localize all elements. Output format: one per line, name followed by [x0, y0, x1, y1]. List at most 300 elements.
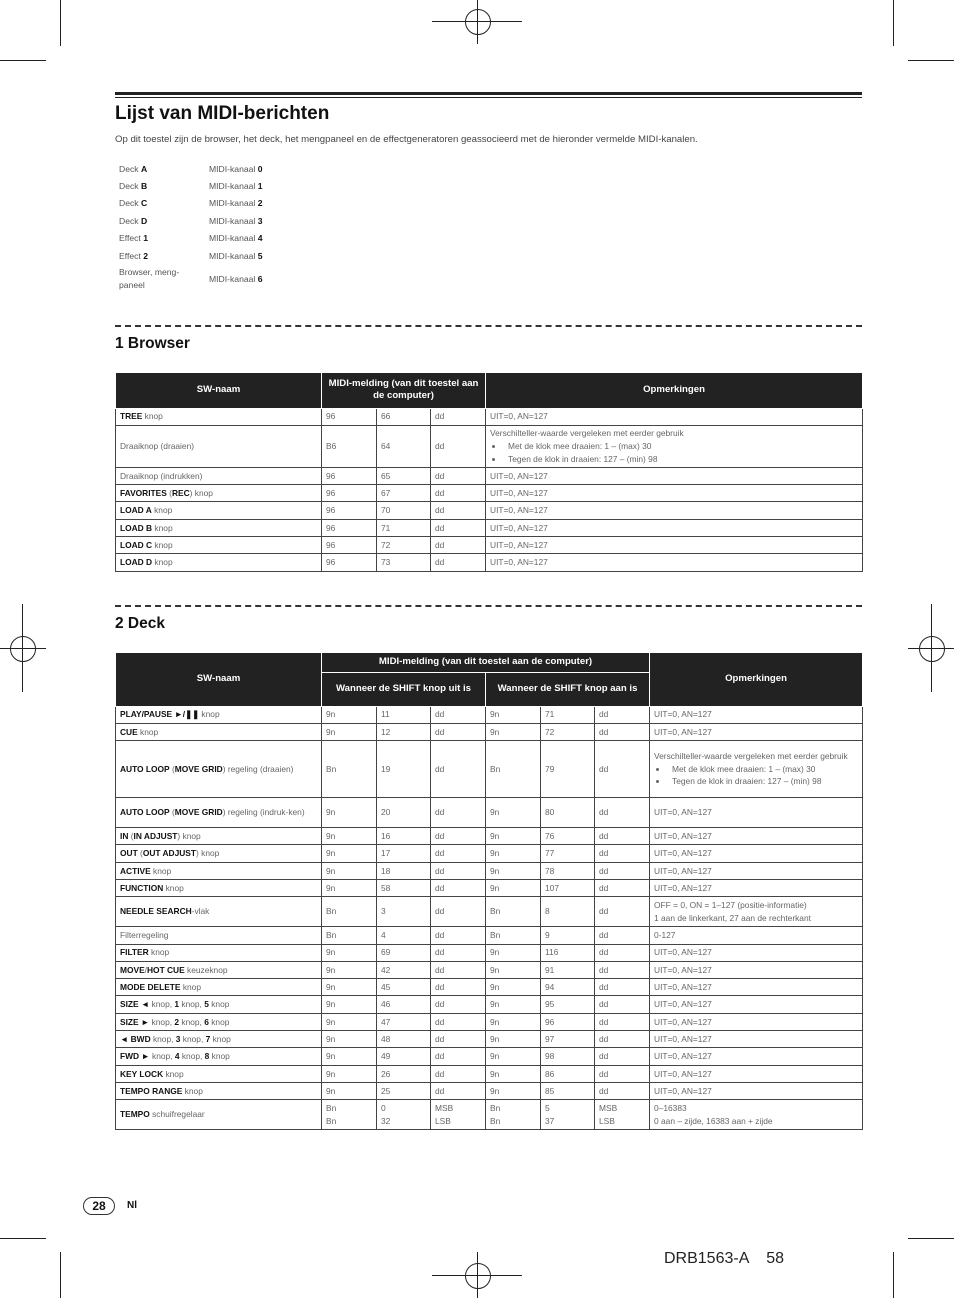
midi-value-cell — [431, 979, 486, 996]
table-row — [116, 961, 863, 978]
sw-name-cell — [116, 944, 322, 961]
channel-source — [115, 212, 205, 229]
midi-value: dd — [599, 1068, 609, 1079]
remarks-cell — [650, 1013, 863, 1030]
midi-value: 5 — [545, 1103, 550, 1114]
sw-name-part: AUTO LOOP — [120, 807, 170, 818]
midi-value-cell — [377, 723, 431, 740]
midi-value: 98 — [545, 1051, 555, 1062]
channel-label: MIDI-kanaal — [209, 250, 256, 261]
midi-value: dd — [599, 1016, 609, 1027]
midi-value: 11 — [381, 709, 390, 720]
sw-name-part: ◄ BWD — [120, 1033, 151, 1044]
midi-value-cell — [541, 944, 595, 961]
midi-value: 9n — [490, 726, 500, 737]
sw-name-part: HOT CUE — [147, 964, 185, 975]
remarks-text: 0–16383 — [654, 1103, 687, 1114]
table-row — [116, 485, 863, 502]
midi-value: Bn — [326, 906, 337, 917]
midi-value-cell — [322, 536, 377, 553]
midi-value-cell — [486, 723, 541, 740]
deck-midi-table — [115, 653, 863, 1130]
remarks-cell — [486, 467, 863, 484]
sw-name-part: knop — [137, 726, 159, 737]
sw-name-part: ( — [128, 830, 134, 841]
table-row — [116, 1048, 863, 1065]
midi-value-cell — [322, 1100, 377, 1130]
sw-name-part: Draaiknop (indrukken) — [120, 470, 203, 481]
sw-name-part: ) knop — [177, 830, 201, 841]
midi-value: 26 — [381, 1068, 391, 1079]
midi-value-cell — [541, 1031, 595, 1048]
midi-value-cell — [486, 979, 541, 996]
sw-name-part: AUTO LOOP — [120, 763, 170, 774]
midi-value-cell — [541, 897, 595, 927]
sw-name-part: MODE DELETE — [120, 982, 181, 993]
midi-value-cell — [541, 1048, 595, 1065]
sw-name-part: PLAY/PAUSE ►/❚❚ — [120, 709, 200, 720]
midi-value: dd — [435, 947, 445, 958]
remarks-cell — [650, 1048, 863, 1065]
midi-value: 64 — [381, 440, 391, 451]
midi-value-cell — [541, 1100, 595, 1130]
midi-value: Bn — [326, 1103, 337, 1114]
channel-source-id: D — [140, 215, 148, 226]
midi-value: dd — [435, 522, 445, 533]
midi-value: dd — [599, 1033, 609, 1044]
sw-name-cell — [116, 502, 322, 519]
channel-source — [115, 264, 205, 294]
midi-value-cell — [486, 1048, 541, 1065]
sw-name-cell — [116, 706, 322, 723]
midi-value-cell — [486, 1013, 541, 1030]
sw-name-part: 3 — [175, 1033, 181, 1044]
header-rule — [115, 92, 862, 95]
midi-value-cell — [486, 927, 541, 944]
midi-value: 96 — [326, 411, 336, 422]
remarks-text: UIT=0, AN=127 — [490, 411, 548, 422]
remarks-cell — [650, 897, 863, 927]
sw-name-part: knop, — [179, 1051, 205, 1062]
sw-name-cell — [116, 879, 322, 896]
midi-value: 46 — [381, 999, 391, 1010]
midi-value: Bn — [326, 763, 337, 774]
sw-name-part: 4 — [174, 1051, 180, 1062]
midi-value-cell — [322, 502, 377, 519]
midi-value-cell — [431, 485, 486, 502]
midi-value: 16 — [381, 830, 391, 841]
midi-value-cell — [322, 996, 377, 1013]
table-row — [116, 1082, 863, 1099]
midi-value: dd — [599, 999, 609, 1010]
midi-value-cell — [595, 879, 650, 896]
channel-row — [115, 177, 267, 194]
midi-value: 67 — [381, 487, 391, 498]
sw-name-part: LOAD B — [120, 522, 153, 533]
channel-row — [115, 264, 267, 294]
midi-value: 9n — [490, 1085, 500, 1096]
midi-value: 9n — [490, 1051, 500, 1062]
sw-name-part: 1 — [174, 999, 180, 1010]
sw-name-part: knop — [163, 1068, 184, 1079]
midi-value: 76 — [545, 830, 555, 841]
midi-value: 96 — [326, 522, 336, 533]
sw-name-part: knop, — [149, 1016, 175, 1027]
midi-value-cell — [322, 798, 377, 828]
midi-value-cell — [431, 828, 486, 845]
remarks-text: UIT=0, AN=127 — [654, 999, 712, 1010]
midi-value: 96 — [545, 1016, 555, 1027]
channel-source — [115, 195, 205, 212]
col-header-midi: MIDI-melding (van dit toestel aan de computer) — [322, 373, 486, 408]
midi-value: 77 — [545, 848, 555, 859]
midi-value-cell — [377, 1082, 431, 1099]
midi-value: dd — [599, 763, 609, 774]
sw-name-part: knop — [150, 865, 172, 876]
channel-source-id: 1 — [143, 233, 148, 244]
channel-value: 2 — [257, 198, 263, 209]
midi-value: 9n — [490, 1068, 500, 1079]
midi-value: MSB — [435, 1103, 454, 1114]
sw-name-part: REC — [171, 487, 190, 498]
midi-value: 9n — [490, 1033, 500, 1044]
crop-mark — [908, 60, 954, 61]
midi-value-cell — [541, 741, 595, 798]
sw-name-part: knop, — [149, 1051, 175, 1062]
midi-value: B6 — [326, 440, 337, 451]
midi-value: 65 — [381, 470, 391, 481]
remarks-bullet: • Tegen de klok in draaien: 127 – (min) 98 — [668, 775, 858, 788]
midi-value-cell — [377, 1100, 431, 1130]
midi-value-cell — [322, 961, 377, 978]
sw-name-part: knop — [163, 882, 184, 893]
midi-value: 9n — [326, 830, 336, 841]
midi-value-cell — [431, 723, 486, 740]
table-row — [116, 897, 863, 927]
midi-value-cell — [431, 1065, 486, 1082]
midi-value: 9n — [490, 982, 500, 993]
sw-name-part: / — [144, 964, 147, 975]
midi-value-cell — [377, 502, 431, 519]
midi-value: dd — [599, 848, 609, 859]
midi-value: 107 — [545, 882, 559, 893]
midi-value: Bn — [490, 763, 501, 774]
col-header-shift-on: Wanneer de SHIFT knop aan is — [486, 672, 650, 706]
table-row — [116, 1100, 863, 1130]
midi-value: dd — [599, 807, 609, 818]
midi-value-cell — [431, 798, 486, 828]
table-row — [116, 502, 863, 519]
channel-number — [205, 212, 267, 229]
midi-value-cell — [377, 485, 431, 502]
remarks-cell — [650, 723, 863, 740]
midi-value-cell — [595, 944, 650, 961]
midi-value-cell — [541, 798, 595, 828]
sw-name-part: knop — [209, 1051, 230, 1062]
col-header-sw: SW-naam — [116, 653, 322, 706]
midi-value-cell — [322, 1031, 377, 1048]
midi-value: 96 — [326, 557, 336, 568]
midi-value-cell — [322, 519, 377, 536]
table-row — [116, 554, 863, 571]
sw-name-cell — [116, 1082, 322, 1099]
midi-value-cell — [377, 897, 431, 927]
midi-value: 9n — [326, 709, 336, 720]
remarks-text: Verschilteller-waarde vergeleken met eerder gebruik — [490, 428, 684, 439]
midi-value: 79 — [545, 763, 555, 774]
midi-value: 9n — [326, 1033, 336, 1044]
midi-value: dd — [435, 848, 445, 859]
midi-value-cell — [595, 1082, 650, 1099]
midi-value-cell — [486, 845, 541, 862]
table-row — [116, 879, 863, 896]
col-header-opm: Opmerkingen — [650, 653, 863, 706]
sw-name-part: ) regeling (indruk-ken) — [222, 807, 305, 818]
midi-value: 3 — [381, 906, 386, 917]
sw-name-part: SIZE ► — [120, 1016, 150, 1027]
remarks-text: UIT=0, AN=127 — [490, 505, 548, 516]
col-header-sw: SW-naam — [116, 373, 322, 408]
channel-row — [115, 230, 267, 247]
sw-name-part: FWD ► — [120, 1051, 150, 1062]
midi-value-cell — [595, 1065, 650, 1082]
midi-value: LSB — [435, 1115, 451, 1126]
midi-value-cell — [322, 828, 377, 845]
midi-value-cell — [377, 879, 431, 896]
channel-source-label: Effect — [119, 250, 141, 261]
midi-value-cell — [431, 1082, 486, 1099]
midi-value: 19 — [381, 763, 391, 774]
midi-value-cell — [595, 862, 650, 879]
crop-mark — [0, 60, 46, 61]
midi-value-cell — [377, 554, 431, 571]
sw-name-part: TEMPO RANGE — [120, 1085, 183, 1096]
channel-label: MIDI-kanaal — [209, 198, 256, 209]
midi-value: 9n — [326, 964, 336, 975]
midi-value: Bn — [326, 930, 337, 941]
crop-mark — [60, 1252, 61, 1298]
sw-name-part: FILTER — [120, 947, 149, 958]
midi-value-cell — [377, 828, 431, 845]
table-row — [116, 1065, 863, 1082]
sw-name-part: knop — [152, 522, 173, 533]
midi-value: dd — [435, 1068, 445, 1079]
sw-name-part: ( — [169, 763, 175, 774]
midi-value-cell — [486, 828, 541, 845]
midi-value: 9 — [545, 930, 550, 941]
midi-value-cell — [486, 1065, 541, 1082]
midi-value: 0 — [381, 1103, 386, 1114]
midi-value-cell — [377, 1048, 431, 1065]
remarks-text: OFF = 0, ON = 1–127 (positie-informatie) — [654, 900, 807, 911]
midi-value: 9n — [326, 1085, 336, 1096]
remarks-text: 0 aan – zijde, 16383 aan + zijde — [654, 1115, 773, 1126]
remarks-text: UIT=0, AN=127 — [654, 726, 712, 737]
channel-row — [115, 160, 267, 177]
midi-value: 12 — [381, 726, 391, 737]
midi-value-cell — [377, 845, 431, 862]
sw-name-part: MOVE — [120, 964, 145, 975]
remarks-cell — [650, 1065, 863, 1082]
midi-value: 91 — [545, 964, 555, 975]
remarks-text: Verschilteller-waarde vergeleken met eerder gebruik — [654, 751, 848, 762]
table-row — [116, 1013, 863, 1030]
sw-name-part: Filterregeling — [120, 930, 169, 941]
midi-value-cell — [377, 467, 431, 484]
sw-name-part: CUE — [120, 726, 138, 737]
midi-value-cell — [322, 706, 377, 723]
midi-value-cell — [486, 897, 541, 927]
midi-value-cell — [322, 723, 377, 740]
table-row — [116, 944, 863, 961]
midi-value: 45 — [381, 982, 391, 993]
midi-value: dd — [435, 440, 445, 451]
channel-label: MIDI-kanaal — [209, 163, 256, 174]
midi-value: Bn — [490, 930, 501, 941]
midi-value: 9n — [326, 1016, 336, 1027]
midi-value: 9n — [326, 726, 336, 737]
channel-number — [205, 230, 267, 247]
sw-name-part: IN — [120, 830, 129, 841]
remarks-text: UIT=0, AN=127 — [654, 1085, 712, 1096]
remarks-cell — [650, 996, 863, 1013]
sw-name-part: LOAD D — [120, 557, 153, 568]
sw-name-part: ) knop — [196, 848, 220, 859]
midi-value-cell — [377, 408, 431, 425]
midi-value-cell — [431, 996, 486, 1013]
channel-label: MIDI-kanaal — [209, 215, 256, 226]
midi-value-cell — [486, 1031, 541, 1048]
midi-value-cell — [322, 1048, 377, 1065]
sw-name-part: SIZE ◄ — [120, 999, 150, 1010]
midi-value: dd — [599, 830, 609, 841]
midi-value-cell — [377, 741, 431, 798]
remarks-cell — [650, 1031, 863, 1048]
midi-value-cell — [322, 862, 377, 879]
section-divider — [115, 325, 862, 327]
midi-value-cell — [322, 944, 377, 961]
midi-value-cell — [595, 996, 650, 1013]
sw-name-part: knop — [151, 505, 173, 516]
remarks-cell — [486, 502, 863, 519]
channel-value: 1 — [257, 181, 263, 192]
remarks-cell — [486, 519, 863, 536]
sw-name-part: LOAD A — [120, 505, 152, 516]
midi-value: 71 — [381, 522, 391, 533]
sw-name-part: 8 — [204, 1051, 210, 1062]
remarks-text: 0-127 — [654, 930, 676, 941]
midi-value: 9n — [326, 865, 336, 876]
midi-value: LSB — [599, 1115, 615, 1126]
remarks-cell — [650, 927, 863, 944]
channel-value: 3 — [257, 215, 263, 226]
channel-source-label: Effect — [119, 233, 141, 244]
channel-value: 6 — [257, 274, 263, 285]
sw-name-part: knop — [142, 411, 163, 422]
midi-value-cell — [595, 1013, 650, 1030]
sw-name-part: ( — [137, 848, 143, 859]
midi-value: 9n — [326, 1068, 336, 1079]
remarks-bullet: • Tegen de klok in draaien: 127 – (min) 98 — [504, 453, 858, 466]
sw-name-cell — [116, 1031, 322, 1048]
midi-value-cell — [322, 1065, 377, 1082]
language-code: Nl — [127, 1200, 137, 1211]
remarks-bullet: • Met de klok mee draaien: 1 – (max) 30 — [504, 440, 858, 453]
midi-value: dd — [435, 709, 445, 720]
midi-value-cell — [377, 798, 431, 828]
midi-value: 9n — [490, 709, 500, 720]
midi-value-cell — [322, 408, 377, 425]
table-row — [116, 467, 863, 484]
remarks-text: 1 aan de linkerkant, 27 aan de rechterkant — [654, 912, 811, 923]
midi-value-cell — [377, 961, 431, 978]
sw-name-part: knop — [180, 982, 201, 993]
midi-value: dd — [435, 807, 445, 818]
sw-name-part: OUT ADJUST — [142, 848, 197, 859]
sw-name-part: knop, — [179, 1016, 205, 1027]
table-row — [116, 828, 863, 845]
remarks-text: UIT=0, AN=127 — [654, 964, 712, 975]
midi-value: dd — [435, 1051, 445, 1062]
midi-value-cell — [431, 425, 486, 467]
midi-value: dd — [599, 906, 609, 917]
sw-name-part: TREE — [120, 411, 143, 422]
midi-value-cell — [431, 502, 486, 519]
midi-value-cell — [486, 961, 541, 978]
midi-value: 9n — [326, 947, 336, 958]
midi-value-cell — [595, 845, 650, 862]
midi-value-cell — [541, 862, 595, 879]
midi-value-cell — [595, 741, 650, 798]
sw-name-part: IN ADJUST — [133, 830, 178, 841]
table-row — [116, 519, 863, 536]
midi-value-cell — [322, 1082, 377, 1099]
sw-name-cell — [116, 1048, 322, 1065]
remarks-text: UIT=0, AN=127 — [654, 830, 712, 841]
crop-mark — [60, 0, 61, 46]
remarks-cell — [650, 944, 863, 961]
midi-value-cell — [486, 798, 541, 828]
midi-value: 73 — [381, 557, 391, 568]
midi-value: dd — [435, 882, 445, 893]
registration-circle — [465, 9, 491, 35]
midi-value-cell — [541, 723, 595, 740]
midi-value: 47 — [381, 1016, 391, 1027]
midi-value-cell — [541, 927, 595, 944]
midi-value: dd — [435, 865, 445, 876]
sw-name-part: 6 — [204, 1016, 209, 1027]
midi-value-cell — [322, 741, 377, 798]
midi-value-cell — [595, 979, 650, 996]
midi-value-cell — [431, 408, 486, 425]
midi-value: 9n — [490, 848, 500, 859]
sw-name-cell — [116, 1013, 322, 1030]
midi-value: dd — [435, 1016, 445, 1027]
midi-value: dd — [599, 709, 609, 720]
remarks-text: UIT=0, AN=127 — [654, 882, 712, 893]
midi-value: dd — [599, 964, 609, 975]
midi-value: 71 — [545, 709, 555, 720]
midi-value: dd — [435, 964, 445, 975]
midi-value: dd — [599, 982, 609, 993]
midi-value-cell — [541, 961, 595, 978]
midi-value-cell — [377, 1013, 431, 1030]
midi-value-cell — [541, 979, 595, 996]
channel-row — [115, 195, 267, 212]
table-row — [116, 723, 863, 740]
section-heading-deck: 2 Deck — [115, 615, 165, 632]
midi-value-cell — [377, 706, 431, 723]
